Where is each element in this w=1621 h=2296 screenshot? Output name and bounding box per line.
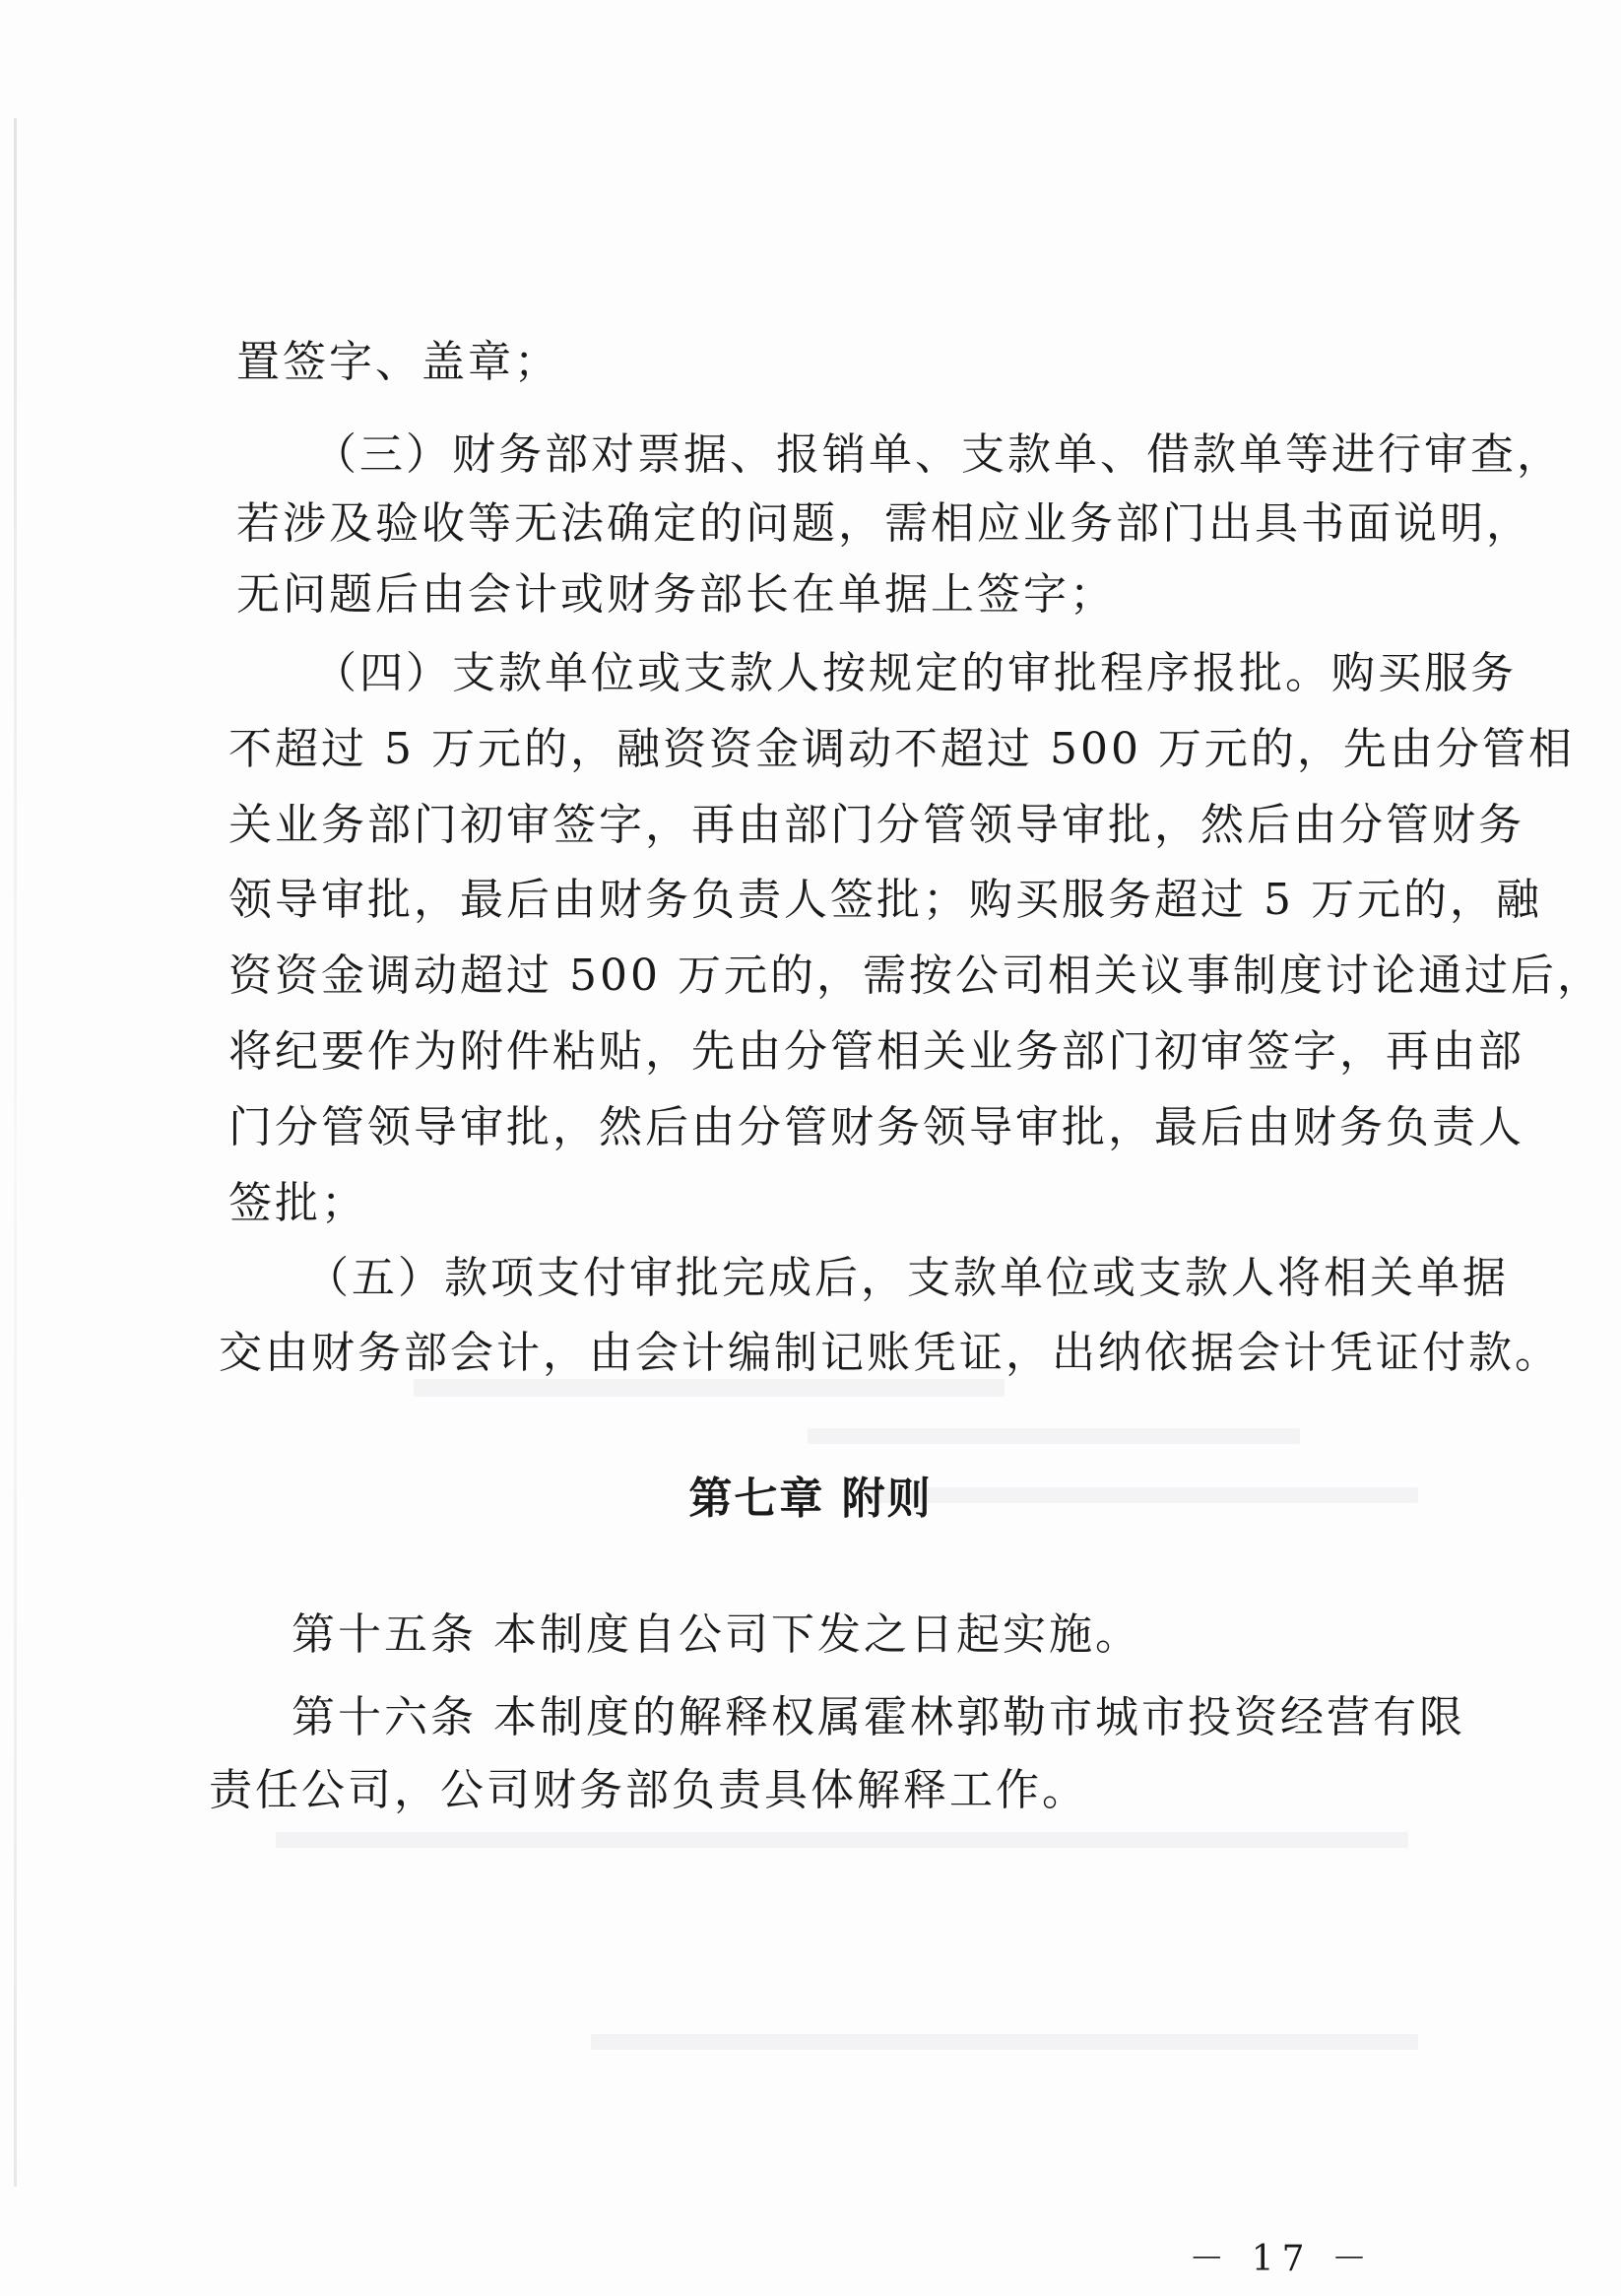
bleed-through-mark bbox=[276, 1832, 1408, 1848]
body-line: （三）财务部对票据、报销单、支款单、借款单等进行审查， bbox=[313, 429, 1563, 480]
body-line: 将纪要作为附件粘贴，先由分管相关业务部门初审签字，再由部 bbox=[228, 1026, 1524, 1077]
body-line: 交由财务部会计，由会计编制记账凭证，出纳依据会计凭证付款。 bbox=[219, 1328, 1561, 1378]
bleed-through-mark bbox=[591, 2034, 1418, 2050]
body-line: 资资金调动超过 500 万元的，需按公司相关议事制度讨论通过后， bbox=[228, 951, 1603, 1001]
body-line: 若涉及验收等无法确定的问题，需相应业务部门出具书面说明， bbox=[236, 498, 1532, 549]
page-number: － 17 － bbox=[1189, 2239, 1375, 2279]
body-line: 不超过 5 万元的，融资资金调动不超过 500 万元的，先由分管相 bbox=[228, 724, 1575, 774]
article-line: 第十六条 本制度的解释权属霍林郭勒市城市投资经营有限 bbox=[292, 1692, 1465, 1742]
body-line: 签批； bbox=[228, 1178, 367, 1228]
chapter-heading: 第七章 附则 bbox=[688, 1474, 933, 1524]
body-line: 门分管领导审批，然后由分管财务领导审批，最后由财务负责人 bbox=[228, 1102, 1524, 1152]
body-line: （四）支款单位或支款人按规定的审批程序报批。购买服务 bbox=[313, 648, 1517, 698]
body-line: 置签字、盖章； bbox=[236, 337, 560, 387]
bleed-through-mark bbox=[808, 1428, 1300, 1444]
scan-edge-artifact bbox=[14, 118, 17, 2187]
body-line: 无问题后由会计或财务部长在单据上签字； bbox=[236, 569, 1116, 620]
article-line: 责任公司，公司财务部负责具体解释工作。 bbox=[209, 1765, 1088, 1815]
body-line: （五）款项支付审批完成后，支款单位或支款人将相关单据 bbox=[305, 1253, 1509, 1303]
bleed-through-mark bbox=[414, 1379, 1005, 1397]
article-line: 第十五条 本制度自公司下发之日起实施。 bbox=[292, 1609, 1141, 1660]
body-line: 关业务部门初审签字，再由部门分管领导审批，然后由分管财务 bbox=[228, 800, 1524, 850]
body-line: 领导审批，最后由财务负责人签批；购买服务超过 5 万元的，融 bbox=[228, 875, 1542, 925]
